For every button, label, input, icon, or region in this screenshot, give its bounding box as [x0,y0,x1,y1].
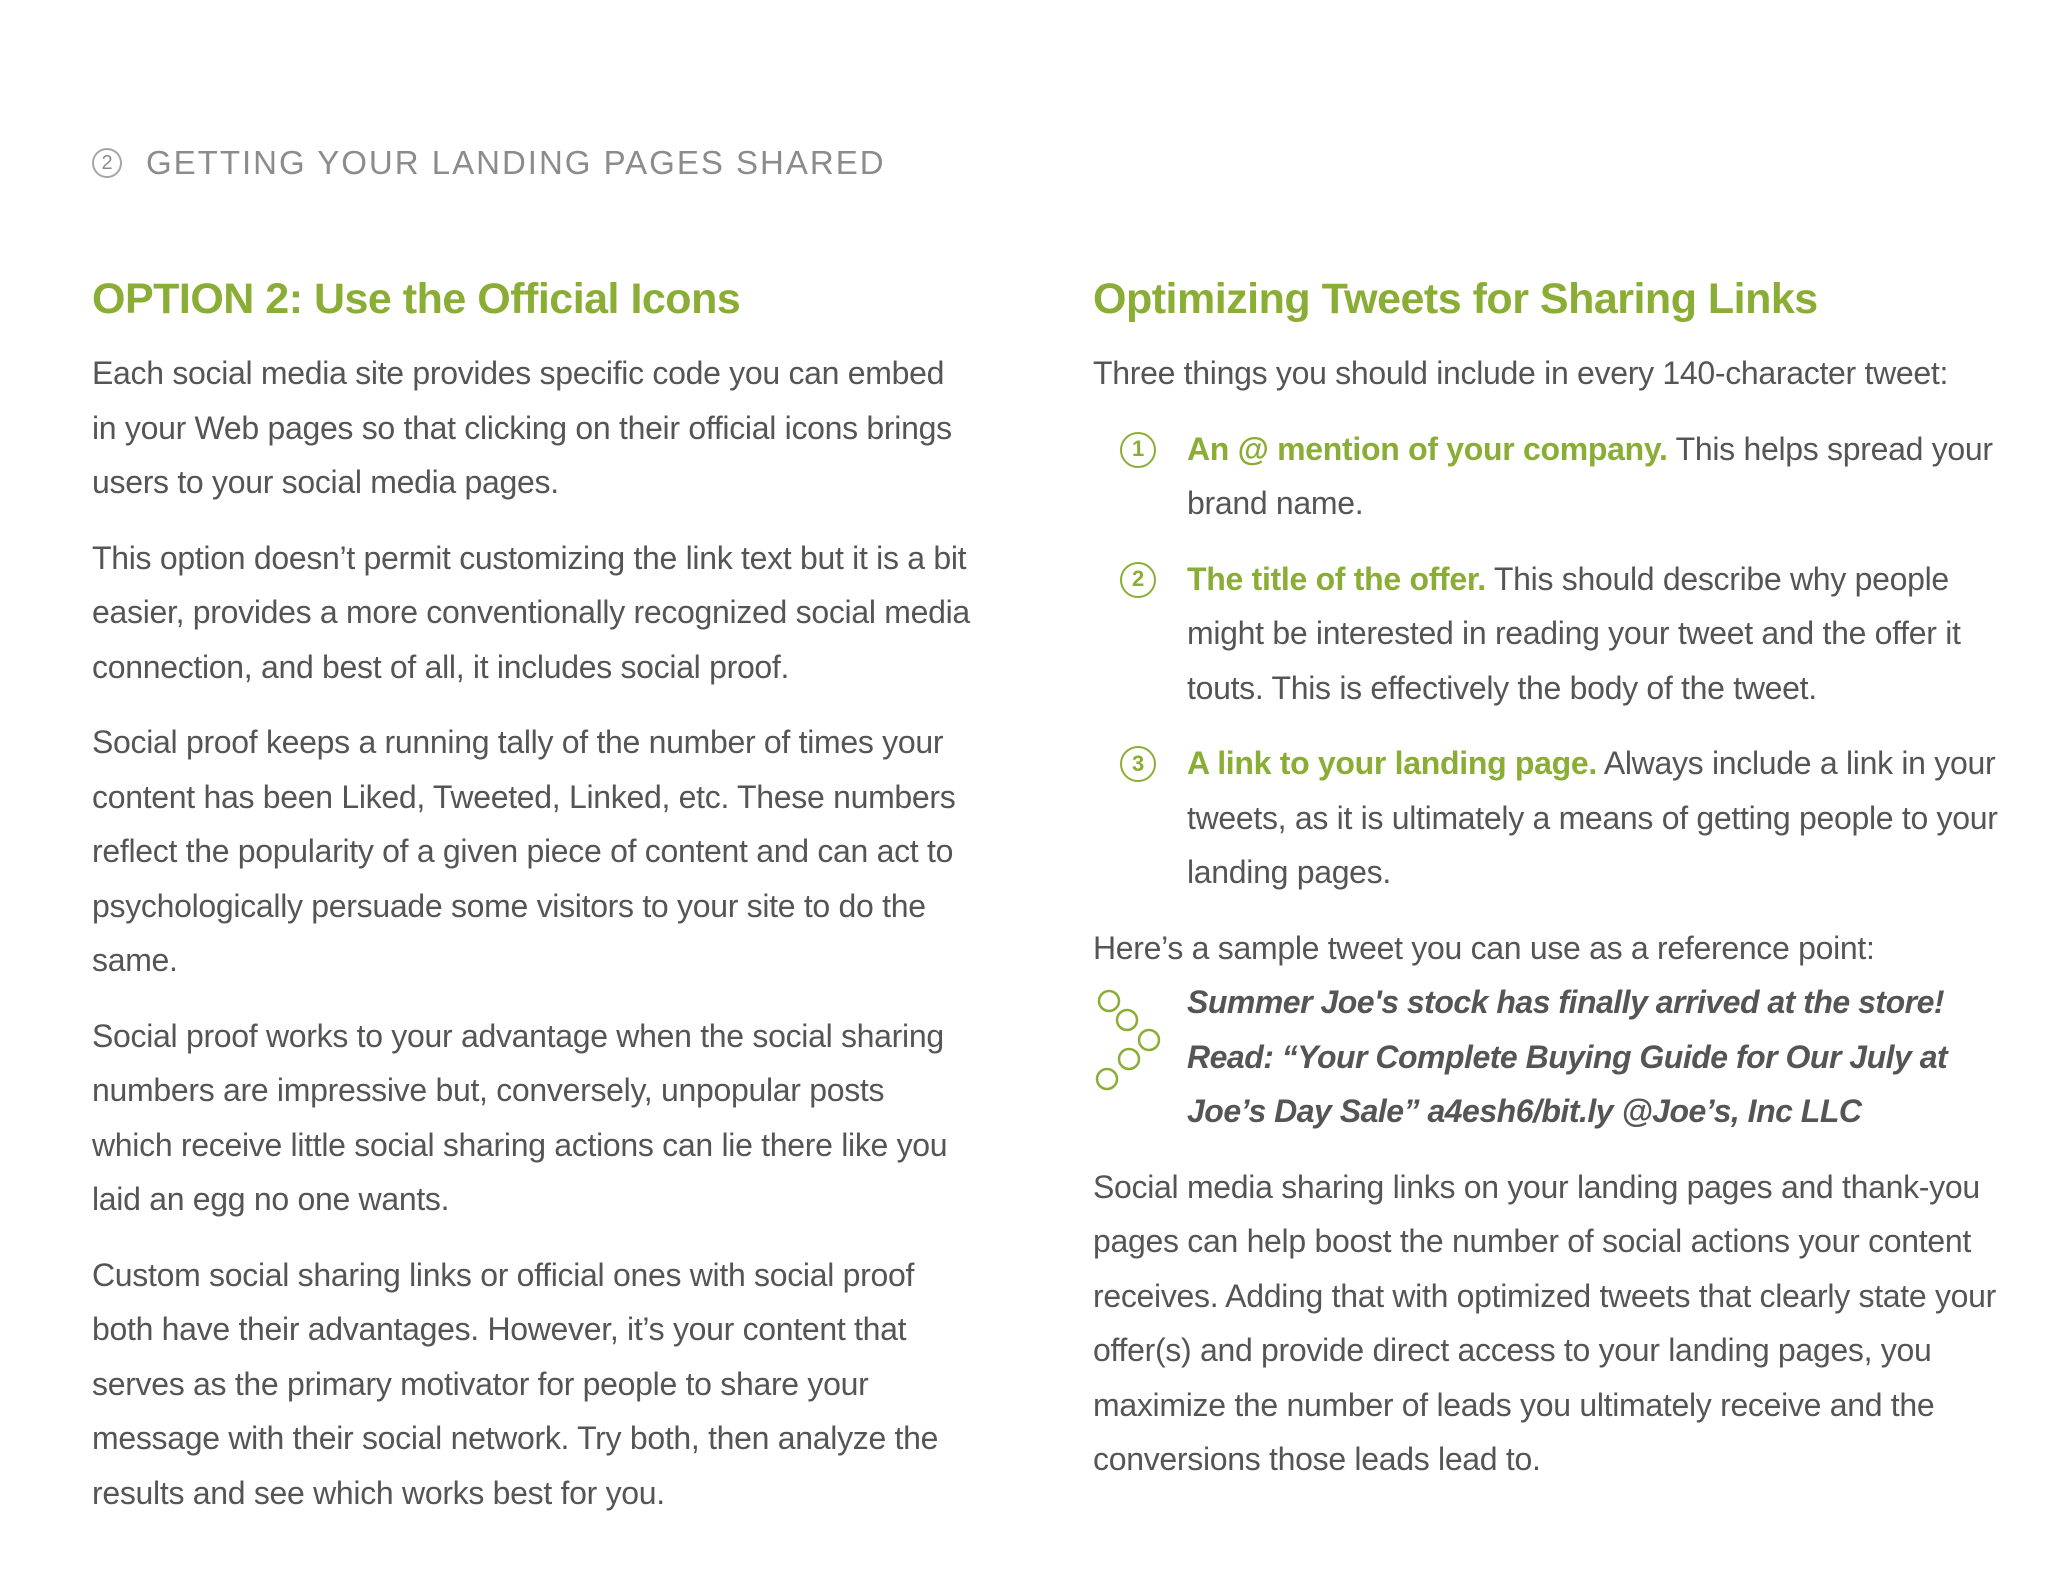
left-paragraph-2: This option doesn’t permit customizing the link text but it is a bit easier, provides a more conventionally recognized social media connection, and best of all, it includes social proof. [92,539,970,685]
page-header [92,138,886,188]
tweet-intro: Three things you should include in every 140-character tweet: [1093,355,1949,391]
checklist-item-title: The title of the offer. [1187,560,1486,597]
checklist-item-text: Always include a link in your tweets, as it is ultimately a means of getting people to your landing pages. [1187,745,1998,890]
checklist-item-1 [1093,422,2003,531]
left-paragraph-1: Each social media site provides specific code you can embed in your Web pages so that clicking on their official icons brings users to your social media pages. [92,355,952,500]
sample-tweet-text: Summer Joe's stock has finally arrived at the store! Read: “Your Complete Buying Guide for Our July at Joe’s Day Sale” a4esh6/bit.ly @Joe’s, Inc LLC [1187,984,1948,1129]
sample-tweet-intro: Here’s a sample tweet you can use as a reference point: [1093,929,1875,966]
right-column [1093,266,2003,1508]
checklist-item-title: A link to your landing page. [1187,745,1597,781]
page-section-title: GETTING YOUR LANDING PAGES SHARED [146,144,886,181]
right-heading: Optimizing Tweets for Sharing Links [1093,275,1818,323]
number-1-icon: 1 [1120,432,1156,468]
closing-paragraph: Social media sharing links on your landing pages and thank-you pages can help boost the number of social actions your content receives. Adding that with optimized tweets that clearly state your offer(s) and provide direct access to your landing pages, you maximize the number of leads you ultimately receive and the conversions those leads lead to. [1093,1168,1997,1477]
checklist-item-text: This helps spread your brand name. [1187,430,1993,521]
checklist-item-text: This should describe why people might be interested in reading your tweet and the offer it touts. This is effectively the body of the tweet. [1187,560,1961,706]
left-paragraph-4: Social proof works to your advantage when the social sharing numbers are impressive but, conversely, unpopular posts which receive little social sharing actions can lie there like you laid an egg no one wants. [92,1017,948,1217]
bubble-chain-icon [1093,979,1173,1129]
checklist-item-3 [1093,736,2003,900]
tweet-checklist [1093,422,2003,900]
sample-tweet [1093,975,2003,1139]
left-heading: OPTION 2: Use the Official Icons [92,275,741,323]
left-paragraph-3: Social proof keeps a running tally of the number of times your content has been Liked, Tweeted, Linked, etc. These numbers reflect the popularity of a given piece of content and can act to psychologically persuade some visitors to your site to do the same. [92,724,956,978]
checklist-item-title: An @ mention of your company. [1187,430,1668,467]
checklist-item-2 [1093,552,2003,716]
number-2-icon: 2 [1120,562,1156,598]
section-number-badge: 2 [92,148,122,178]
left-paragraph-5: Custom social sharing links or official ones with social proof both have their advantages. However, it’s your content that serves as the primary motivator for people to share your message with their social network. Try both, then analyze the results and see which works best for you. [92,1256,939,1511]
left-column [92,266,972,1541]
number-3-icon: 3 [1120,746,1156,782]
